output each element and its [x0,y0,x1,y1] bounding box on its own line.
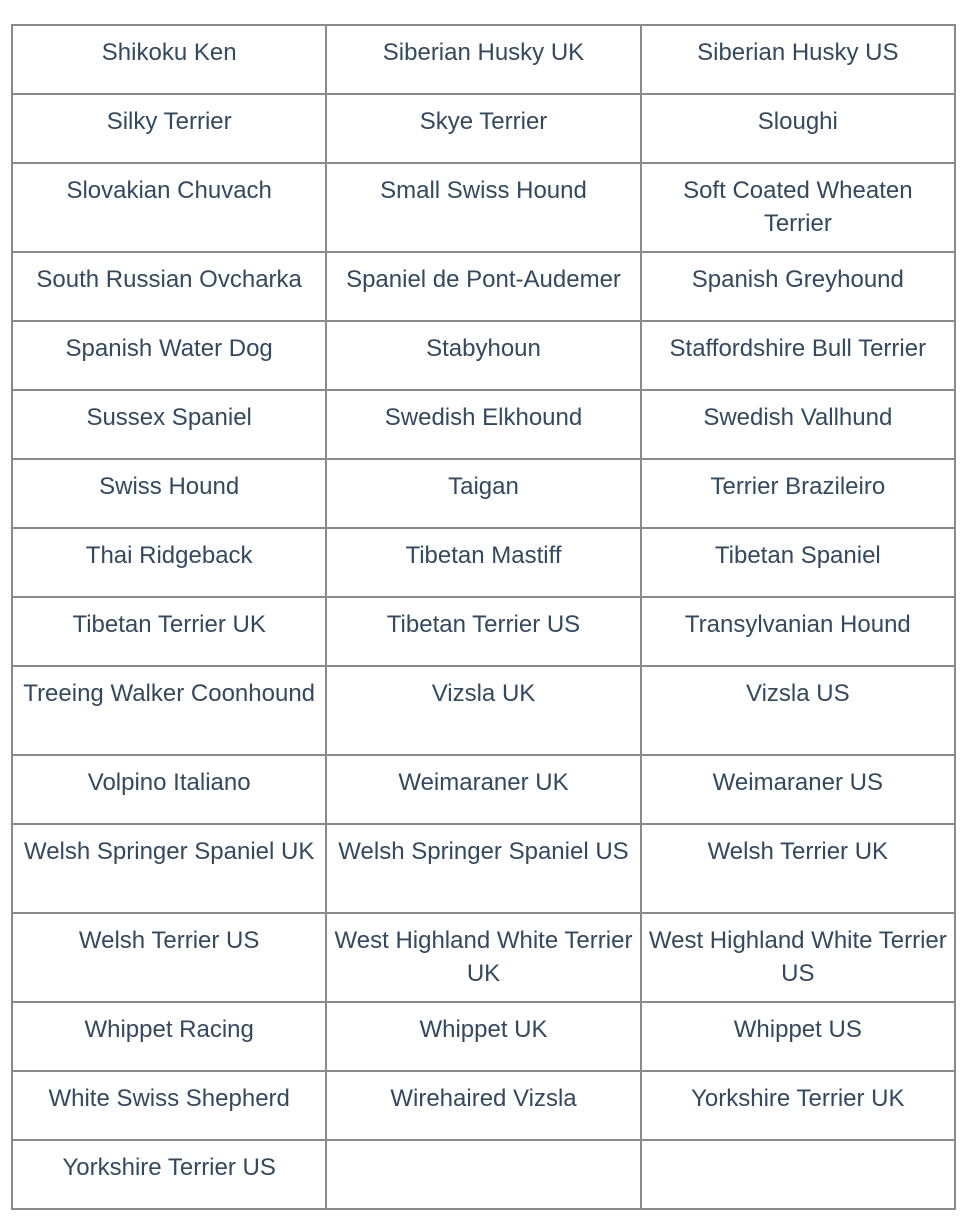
table-cell: West Highland White Terrier US [641,913,955,1002]
table-row [12,913,955,1002]
table-cell: Tibetan Terrier US [326,597,640,666]
table-cell: Welsh Terrier UK [641,824,955,913]
table-cell: Spanish Greyhound [641,252,955,321]
table-cell: Whippet UK [326,1002,640,1071]
table-cell: Welsh Springer Spaniel US [326,824,640,913]
table-cell: Skye Terrier [326,94,640,163]
table-cell: Staffordshire Bull Terrier [641,321,955,390]
table-row [12,94,955,163]
table-cell: Slovakian Chuvach [12,163,326,252]
table-cell: Sussex Spaniel [12,390,326,459]
table-cell: Thai Ridgeback [12,528,326,597]
table-cell: Weimaraner UK [326,755,640,824]
table-cell: Shikoku Ken [12,25,326,94]
table-cell: Siberian Husky US [641,25,955,94]
table-cell: Swiss Hound [12,459,326,528]
table-cell: Siberian Husky UK [326,25,640,94]
table-cell: Soft Coated Wheaten Terrier [641,163,955,252]
table-cell [326,1140,640,1209]
table-cell: Treeing Walker Coonhound [12,666,326,755]
table-row [12,1071,955,1140]
table-cell: Tibetan Mastiff [326,528,640,597]
table-row [12,824,955,913]
table-row [12,459,955,528]
table-cell: White Swiss Shepherd [12,1071,326,1140]
table-row [12,755,955,824]
table-row [12,252,955,321]
table-row [12,25,955,94]
table-cell: Wirehaired Vizsla [326,1071,640,1140]
table-cell: Yorkshire Terrier UK [641,1071,955,1140]
table-row [12,666,955,755]
table-row [12,1002,955,1071]
table-cell: Silky Terrier [12,94,326,163]
table-cell [641,1140,955,1209]
table-cell: Vizsla UK [326,666,640,755]
table-cell: Spaniel de Pont-Audemer [326,252,640,321]
table-row [12,321,955,390]
table-cell: Taigan [326,459,640,528]
table-row [12,597,955,666]
table-row [12,390,955,459]
table-cell: Sloughi [641,94,955,163]
table-cell: Swedish Elkhound [326,390,640,459]
table-cell: South Russian Ovcharka [12,252,326,321]
table-cell: Whippet US [641,1002,955,1071]
table-cell: Tibetan Spaniel [641,528,955,597]
table-cell: Welsh Terrier US [12,913,326,1002]
table-cell: Yorkshire Terrier US [12,1140,326,1209]
table-cell: Small Swiss Hound [326,163,640,252]
table-cell: Terrier Brazileiro [641,459,955,528]
table-cell: West Highland White Terrier UK [326,913,640,1002]
table-cell: Stabyhoun [326,321,640,390]
table-row [12,1140,955,1209]
table-row [12,528,955,597]
breed-table-body [12,25,955,1209]
table-cell: Spanish Water Dog [12,321,326,390]
table-cell: Vizsla US [641,666,955,755]
table-cell: Volpino Italiano [12,755,326,824]
table-cell: Weimaraner US [641,755,955,824]
breed-table [11,24,956,1210]
table-cell: Swedish Vallhund [641,390,955,459]
table-cell: Tibetan Terrier UK [12,597,326,666]
table-row [12,163,955,252]
table-cell: Transylvanian Hound [641,597,955,666]
table-cell: Whippet Racing [12,1002,326,1071]
table-cell: Welsh Springer Spaniel UK [12,824,326,913]
